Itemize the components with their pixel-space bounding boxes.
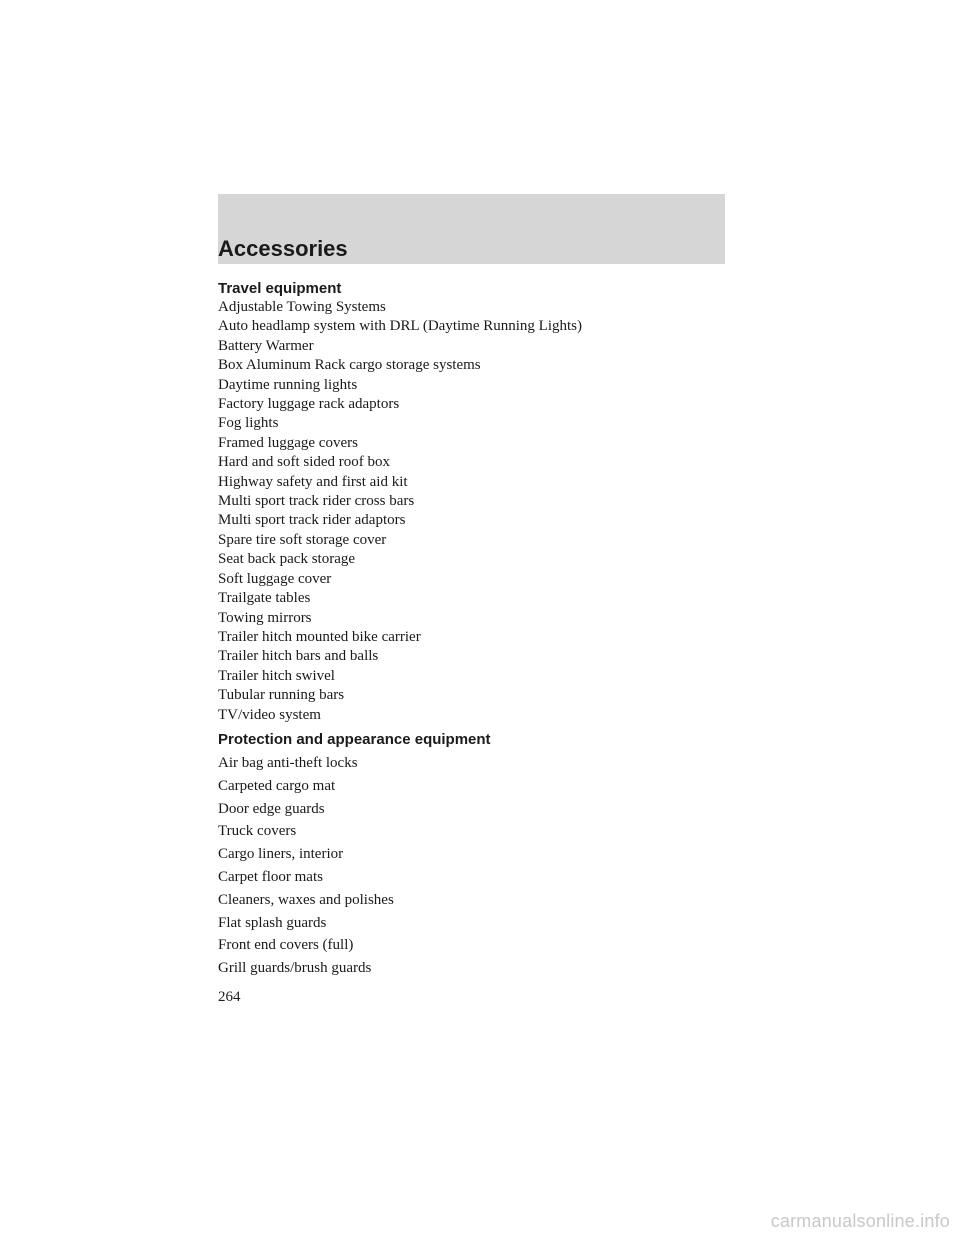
list-item: Framed luggage covers — [218, 434, 358, 451]
list-item: Seat back pack storage — [218, 551, 356, 568]
list-item: Trailer hitch mounted bike carrier — [218, 628, 421, 645]
page-number: 264 — [218, 989, 241, 1005]
list-item: Auto headlamp system with DRL (Daytime Running Lights) — [218, 318, 582, 335]
list-item: Daytime running lights — [218, 376, 358, 393]
section-heading-travel: Travel equipment — [218, 280, 342, 297]
list-item: TV/video system — [218, 706, 321, 723]
travel-equipment-list — [218, 298, 738, 725]
list-item: Spare tire soft storage cover — [218, 531, 387, 548]
list-item: Door edge guards — [218, 800, 325, 817]
list-item: Highway safety and first aid kit — [218, 473, 408, 490]
watermark: carmanualsonline.info — [770, 1211, 950, 1231]
list-item: Cleaners, waxes and polishes — [218, 891, 394, 908]
protection-equipment-list — [218, 752, 738, 980]
list-item: Grill guards/brush guards — [218, 960, 372, 977]
list-item: Multi sport track rider cross bars — [218, 493, 415, 510]
list-item: Fog lights — [218, 415, 279, 432]
list-item: Carpeted cargo mat — [218, 777, 336, 794]
list-item: Truck covers — [218, 823, 297, 840]
list-item: Factory luggage rack adaptors — [218, 396, 400, 413]
list-item: Tubular running bars — [218, 687, 345, 704]
page-title: Accessories — [218, 236, 348, 261]
list-item: Hard and soft sided roof box — [218, 454, 391, 471]
section-heading-protection: Protection and appearance equipment — [218, 730, 491, 748]
page-content — [218, 279, 738, 980]
list-item: Air bag anti-theft locks — [218, 754, 358, 771]
list-item: Battery Warmer — [218, 337, 314, 354]
list-item: Trailgate tables — [218, 590, 311, 607]
list-item: Trailer hitch swivel — [218, 667, 335, 684]
list-item: Multi sport track rider adaptors — [218, 512, 406, 529]
list-item: Adjustable Towing Systems — [218, 299, 386, 315]
list-item: Trailer hitch bars and balls — [218, 648, 379, 665]
list-item: Cargo liners, interior — [218, 846, 344, 863]
list-item: Front end covers (full) — [218, 937, 354, 954]
list-item: Towing mirrors — [218, 609, 312, 626]
list-item: Carpet floor mats — [218, 868, 323, 885]
list-item: Box Aluminum Rack cargo storage systems — [218, 357, 481, 374]
list-item: Soft luggage cover — [218, 570, 332, 587]
list-item: Flat splash guards — [218, 914, 327, 931]
